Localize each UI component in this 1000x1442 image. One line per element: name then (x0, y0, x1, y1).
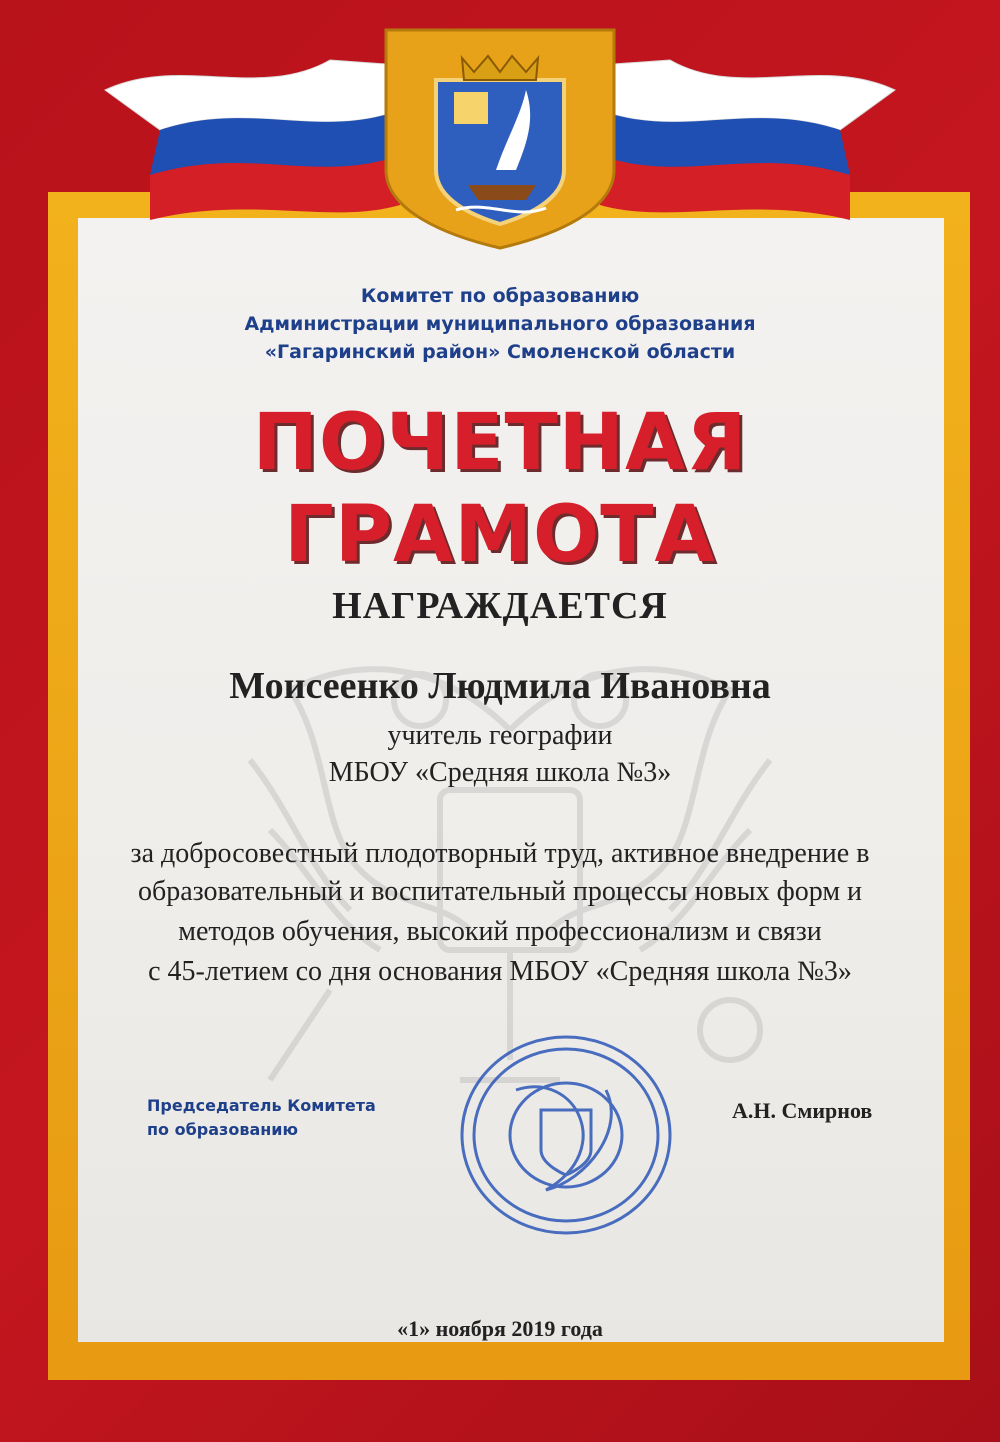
recipient-position: учитель географии (387, 720, 613, 751)
signer-name: А.Н. Смирнов (732, 1098, 873, 1123)
left-flag (105, 60, 400, 220)
gagarin-district-coat-of-arms (376, 20, 624, 250)
signature-title-line2: по образованию (147, 1120, 299, 1139)
title-line2: ГРАМОТА (284, 490, 716, 580)
official-stamp-seal (456, 1030, 676, 1240)
header-committee-line3: «Гагаринский район» Смоленской области (264, 341, 736, 363)
header-committee-line1: Комитет по образованию (360, 285, 640, 307)
reason-line-3: методов обучения, высокий профессионализм и связи (178, 916, 822, 947)
signature-title-line1: Председатель Комитета (147, 1096, 376, 1115)
recipient-school: МБОУ «Средняя школа №3» (328, 757, 672, 788)
signature-title (147, 1094, 376, 1142)
awarded-heading: НАГРАЖДАЕТСЯ (332, 585, 668, 627)
title-line1: ПОЧЕТНАЯ (252, 398, 748, 488)
right-flag (600, 60, 895, 220)
recipient-name: Моисеенко Людмила Ивановна (229, 665, 771, 707)
reason-line-4: с 45-летием со дня основания МБОУ «Средняя школа №3» (148, 956, 852, 987)
issue-date: «1» ноября 2019 года (397, 1316, 603, 1341)
header-committee-line2: Администрации муниципального образования (244, 313, 756, 335)
reason-line-2: образовательный и воспитательный процессы новых форм и (137, 876, 863, 907)
reason-line-1: за добросовестный плодотворный труд, активное внедрение в (130, 838, 870, 869)
